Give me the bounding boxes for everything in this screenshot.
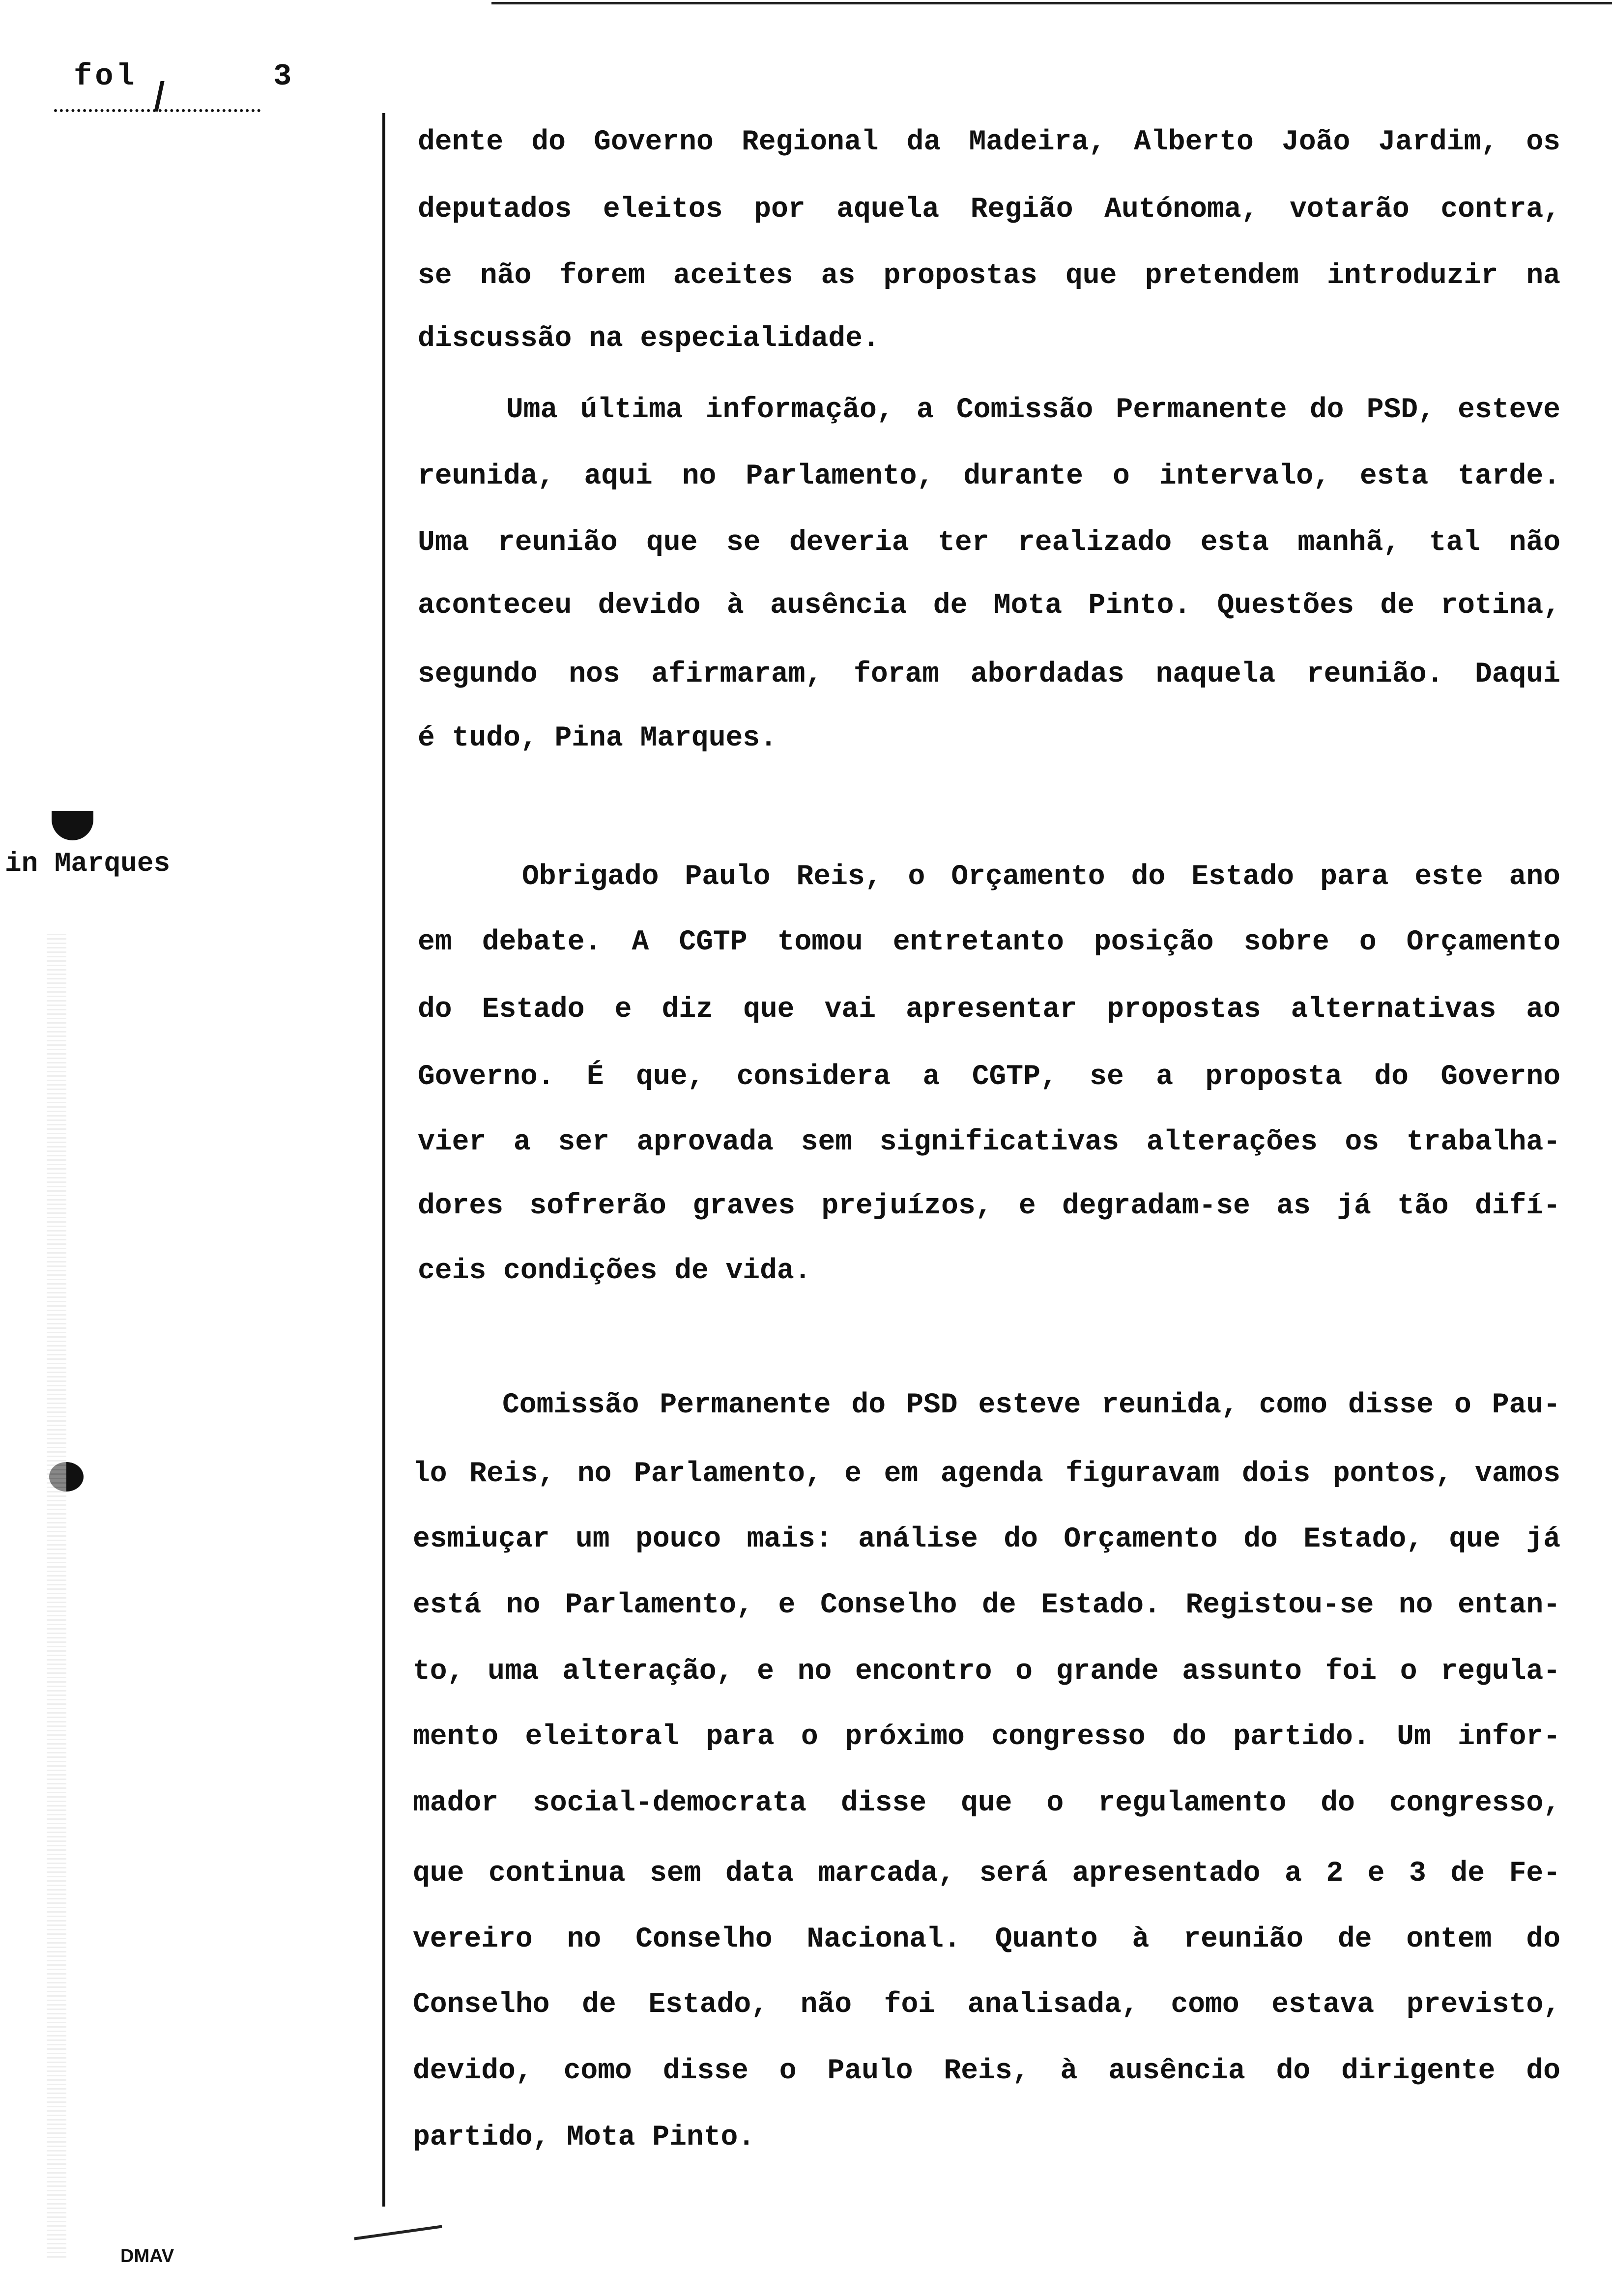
margin-speaker-label: in Marques: [5, 848, 171, 879]
text-line: está no Parlamento, e Conselho de Estado. Registou-se no entan-: [413, 1589, 1560, 1621]
text-line: discussão na especialidade.: [418, 323, 880, 355]
text-line: em debate. A CGTP tomou entretanto posição sobre o Orçamento: [418, 926, 1560, 958]
text-line: Conselho de Estado, não foi analisada, como estava previsto,: [413, 1989, 1560, 2021]
text-line: ceis condições de vida.: [418, 1255, 811, 1287]
text-line: aconteceu devido à ausência de Mota Pinto. Questões de rotina,: [418, 590, 1560, 622]
text-line: do Estado e diz que vai apresentar propostas alternativas ao: [418, 994, 1560, 1026]
text-line: se não forem aceites as propostas que pretendem introduzir na: [418, 260, 1560, 292]
text-line: devido, como disse o Paulo Reis, à ausência do dirigente do: [413, 2055, 1560, 2087]
text-line: dente do Governo Regional da Madeira, Alberto João Jardim, os: [418, 126, 1560, 158]
pen-stroke: [354, 2225, 442, 2240]
text-line: que continua sem data marcada, será apresentado a 2 e 3 de Fe-: [413, 1858, 1560, 1890]
text-line: dores sofrerão graves prejuízos, e degradam-se as já tão difí-: [418, 1190, 1560, 1222]
text-line: vier a ser aprovada sem significativas alterações os trabalha-: [418, 1126, 1560, 1158]
text-line: deputados eleitos por aquela Região Autónoma, votarão contra,: [418, 194, 1560, 226]
text-line: mador social-democrata disse que o regulamento do congresso,: [413, 1787, 1560, 1819]
folio-number: 3: [273, 59, 295, 94]
text-line: partido, Mota Pinto.: [413, 2122, 755, 2153]
text-line: lo Reis, no Parlamento, e em agenda figuravam dois pontos, vamos: [413, 1458, 1560, 1490]
text-line: Uma última informação, a Comissão Permanente do PSD, esteve: [506, 394, 1560, 426]
text-line: esmiuçar um pouco mais: análise do Orçamento do Estado, que já: [413, 1523, 1560, 1555]
text-line: mento eleitoral para o próximo congresso do partido. Um infor-: [413, 1721, 1560, 1753]
text-line: vereiro no Conselho Nacional. Quanto à reunião de ontem do: [413, 1923, 1560, 1955]
margin-rule: [382, 113, 385, 2207]
text-line: Comissão Permanente do PSD esteve reunida, como disse o Pau-: [502, 1389, 1560, 1421]
text-line: Governo. É que, considera a CGTP, se a proposta do Governo: [418, 1061, 1560, 1093]
folio-marker: [74, 59, 294, 94]
footer-mark: DMAV: [120, 2246, 174, 2267]
folio-label: fol: [74, 59, 138, 94]
text-line: Obrigado Paulo Reis, o Orçamento do Estado para este ano: [522, 861, 1560, 893]
ink-blot: [52, 811, 93, 840]
text-line: segundo nos afirmaram, foram abordadas naquela reunião. Daqui: [418, 659, 1560, 690]
text-line: é tudo, Pina Marques.: [418, 722, 777, 754]
folio-dotted-rule: [54, 109, 260, 112]
scan-edge-noise: [47, 934, 66, 2261]
top-edge-line: [491, 2, 1612, 4]
text-line: reunida, aqui no Parlamento, durante o intervalo, esta tarde.: [418, 460, 1560, 492]
text-line: to, uma alteração, e no encontro o grande assunto foi o regula-: [413, 1656, 1560, 1688]
text-line: Uma reunião que se deveria ter realizado esta manhã, tal não: [418, 527, 1560, 559]
